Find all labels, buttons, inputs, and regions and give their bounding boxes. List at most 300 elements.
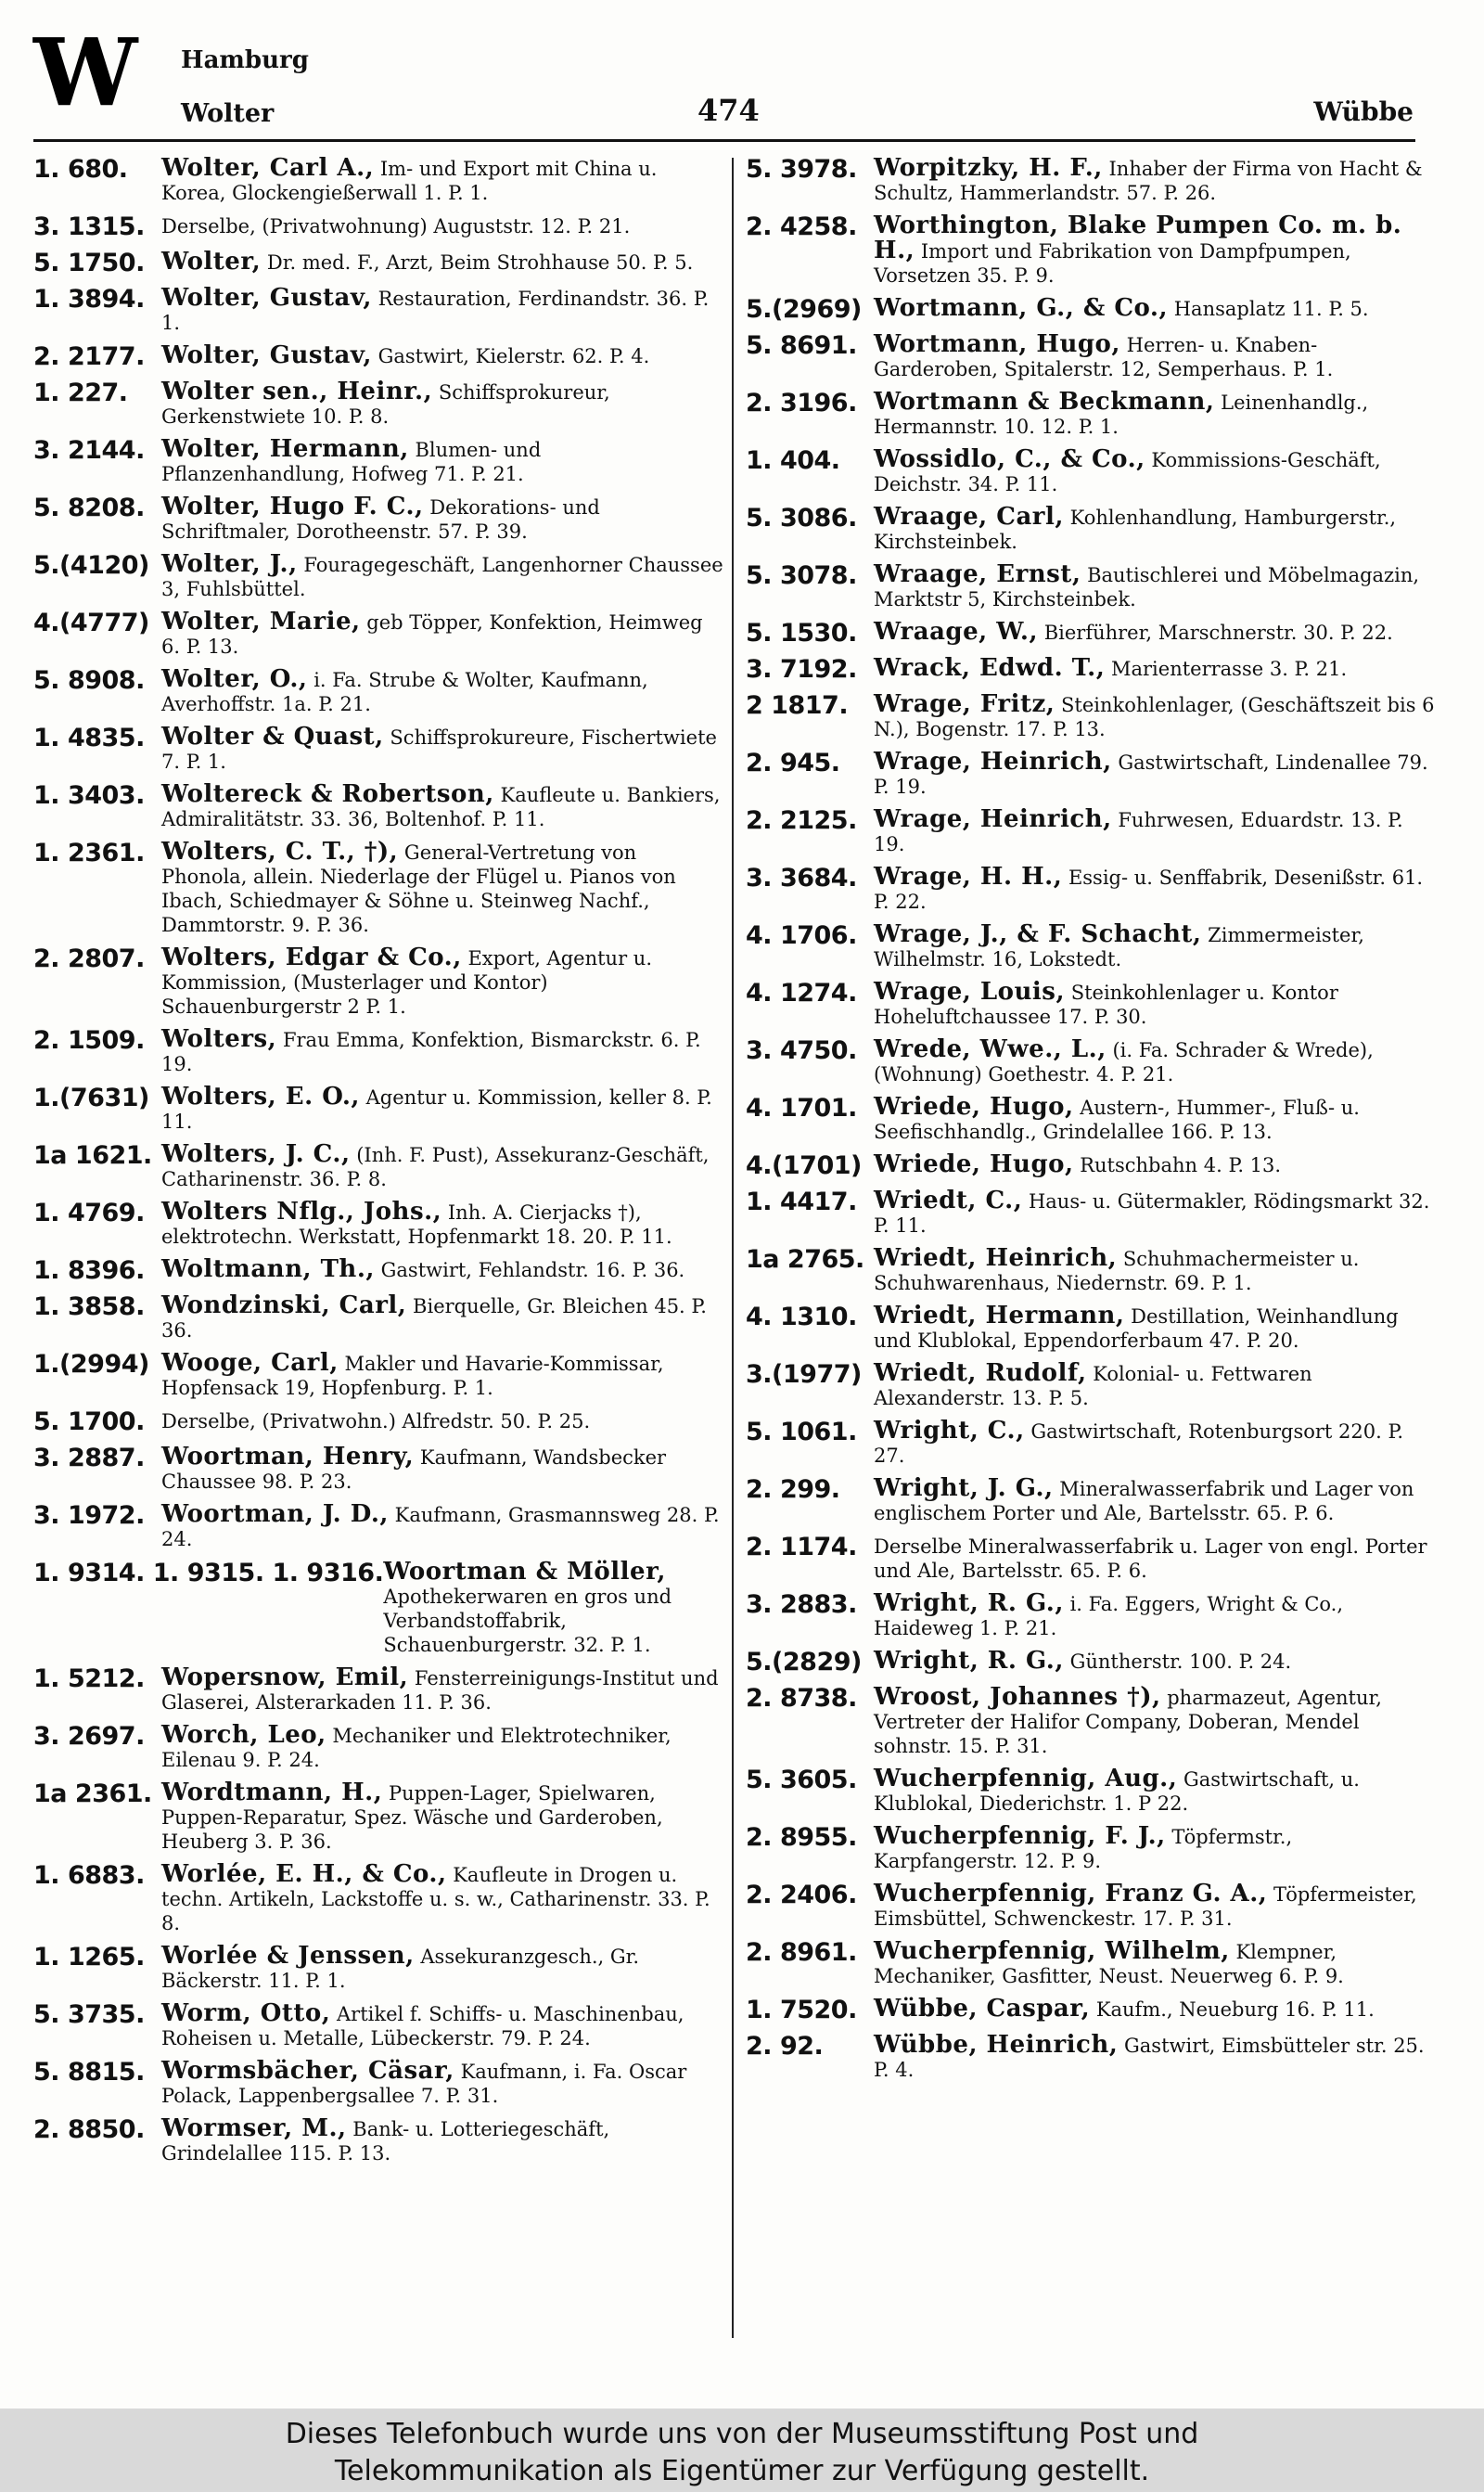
subscriber-name: Wrede, Wwe., L.,: [874, 1035, 1107, 1063]
subscriber-name: Wortmann, G., & Co.,: [874, 294, 1169, 322]
directory-entry: [746, 922, 1437, 971]
directory-entry: [746, 1939, 1437, 1988]
entry-text: [161, 437, 724, 486]
entry-text: [161, 379, 724, 429]
subscriber-details: Export, Agentur u. Kommission, (Musterlager und Kontor) Schauenburgerstr 2 P. 1.: [161, 947, 652, 1018]
phone-number: 2. 92.: [746, 2032, 824, 2061]
entry-text: [161, 1351, 724, 1400]
directory-entry: [746, 1882, 1437, 1931]
directory-entry: [33, 1027, 724, 1076]
subscriber-details: Klempner, Mechaniker, Gasfitter, Neust. Neuerweg 6. P. 9.: [874, 1941, 1344, 1987]
entry-text: [874, 1188, 1437, 1238]
phone-number: 5. 3978.: [746, 155, 857, 184]
directory-entry: [33, 213, 724, 241]
subscriber-name: Wooge, Carl,: [161, 1349, 339, 1377]
subscriber-details: Schuhmachermeister u. Schuhwarenhaus, Niedernstr. 69. P. 1.: [874, 1248, 1360, 1294]
subscriber-details: Dr. med. F., Arzt, Beim Strohhause 50. P. 5.: [266, 251, 694, 274]
phone-number: 2. 2177.: [33, 342, 145, 371]
entry-text: [874, 1152, 1437, 1177]
entry-text: [874, 332, 1437, 381]
phone-number: 1a 2765.: [746, 1245, 864, 1274]
directory-entry: [33, 1560, 724, 1657]
subscriber-name: Woortman, Henry,: [161, 1443, 415, 1471]
directory-entry: [746, 332, 1437, 381]
directory-entry: [746, 562, 1437, 611]
entry-text: [874, 1361, 1437, 1410]
subscriber-details: Kaufmann, Wandsbecker Chaussee 98. P. 23.: [161, 1446, 667, 1493]
entry-text: [383, 1560, 724, 1657]
subscriber-details: Gastwirt, Eimsbütteler str. 25. P. 4.: [874, 2035, 1425, 2081]
subscriber-name: Wübbe, Caspar,: [874, 1995, 1091, 2023]
entry-text: [161, 343, 724, 368]
directory-entry: [33, 1351, 724, 1400]
right-column: [746, 156, 1437, 2090]
subscriber-details: (i. Fa. Schrader & Wrede), (Wohnung) Goethestr. 4. P. 21.: [874, 1039, 1374, 1085]
directory-entry: [33, 2059, 724, 2108]
subscriber-name: Wraage, Ernst,: [874, 560, 1081, 588]
entry-text: [161, 1502, 724, 1551]
entry-text: [161, 156, 724, 205]
directory-entry: [746, 505, 1437, 554]
subscriber-name: Wraage, W.,: [874, 618, 1039, 646]
entry-text: [874, 1824, 1437, 1873]
entry-text: [874, 1246, 1437, 1295]
directory-entry: [33, 437, 724, 486]
subscriber-details: Bierquelle, Gr. Bleichen 45. P. 36.: [161, 1295, 707, 1342]
phone-number: 5. 8208.: [33, 494, 145, 522]
entry-text: [161, 1944, 724, 1993]
header-first-entry: Wolter: [181, 99, 275, 128]
directory-entry: [33, 667, 724, 716]
subscriber-details: Import und Fabrikation von Dampfpumpen, Vorsetzen 35. P. 9.: [874, 240, 1351, 287]
phone-number: 1. 4835.: [33, 724, 145, 752]
subscriber-details: Mineralwasserfabrik und Lager von englischem Porter und Ale, Bartelsstr. 65. P. 6.: [874, 1478, 1414, 1524]
subscriber-details: Inhaber der Firma von Hacht & Schultz, Hammerlandstr. 57. P. 26.: [874, 158, 1423, 204]
subscriber-name: Wright, C.,: [874, 1417, 1025, 1445]
subscriber-details: Rutschbahn 4. P. 13.: [1080, 1154, 1282, 1176]
directory-entry: [746, 213, 1437, 288]
phone-number: 5.(4120): [33, 551, 149, 580]
left-column: [33, 156, 724, 2174]
subscriber-name: Wordtmann, H.,: [161, 1779, 383, 1806]
entry-text: [874, 656, 1437, 681]
entry-text: [874, 2033, 1437, 2082]
directory-entry: [33, 1665, 724, 1715]
phone-number: 2. 299.: [746, 1475, 840, 1504]
subscriber-name: Wortmann, Hugo,: [874, 330, 1120, 358]
directory-entry: [33, 343, 724, 371]
phone-number: 1. 2361.: [33, 839, 145, 867]
subscriber-name: Wolter, Gustav,: [161, 341, 372, 369]
subscriber-details: Bierführer, Marschnerstr. 30. P. 22.: [1043, 622, 1393, 644]
subscriber-name: Wrage, J., & F. Schacht,: [874, 920, 1202, 948]
subscriber-details: Kommissions-Geschäft, Deichstr. 34. P. 11.: [874, 449, 1381, 495]
subscriber-name: Worpitzky, H. F.,: [874, 154, 1103, 182]
subscriber-name: Woortman, J. D.,: [161, 1500, 389, 1528]
directory-entry: [33, 945, 724, 1019]
subscriber-name: Woltereck & Robertson,: [161, 780, 494, 808]
subscriber-name: Wolter, J.,: [161, 550, 298, 578]
phone-number: 1. 3403.: [33, 781, 145, 810]
directory-entry: [746, 1152, 1437, 1180]
subscriber-details: Haus- u. Gütermakler, Rödingsmarkt 32. P. 11.: [874, 1190, 1430, 1237]
subscriber-name: Wolter, Marie,: [161, 608, 361, 636]
subscriber-details: Kaufmann, i. Fa. Oscar Polack, Lappenbergsallee 7. P. 31.: [161, 2061, 687, 2107]
directory-entry: [746, 1534, 1437, 1583]
subscriber-name: Wriedt, C.,: [874, 1187, 1023, 1214]
subscriber-details: Bautischlerei und Möbelmagazin, Marktstr 5, Kirchsteinbek.: [874, 564, 1420, 610]
subscriber-details: Dekorations- und Schriftmaler, Dorotheenstr. 57. P. 39.: [161, 496, 600, 543]
subscriber-details: Restauration, Ferdinandstr. 36. P. 1.: [161, 288, 710, 334]
subscriber-details: Derselbe, (Privatwohn.) Alfredstr. 50. P. 25.: [161, 1410, 591, 1432]
phone-number: 3. 1315.: [33, 212, 145, 241]
subscriber-name: Wolters, J. C.,: [161, 1140, 351, 1168]
subscriber-details: Gastwirtschaft, Rotenburgsort 220. P. 27.: [874, 1420, 1404, 1467]
directory-entry: [746, 1037, 1437, 1086]
directory-entry: [33, 250, 724, 277]
subscriber-details: Fuhrwesen, Eduardstr. 13. P. 19.: [874, 809, 1403, 855]
subscriber-name: Wucherpfennig, F. J.,: [874, 1822, 1166, 1850]
entry-text: [874, 692, 1437, 741]
phone-number: 2. 1174.: [746, 1533, 857, 1561]
subscriber-details: Agentur u. Kommission, keller 8. P. 11.: [161, 1086, 712, 1133]
subscriber-name: Wolters, C. T., †),: [161, 838, 399, 866]
subscriber-name: Wrage, H. H.,: [874, 863, 1063, 891]
directory-entry: [33, 840, 724, 937]
subscriber-name: Wucherpfennig, Aug.,: [874, 1765, 1178, 1792]
subscriber-details: Gastwirt, Kielerstr. 62. P. 4.: [377, 345, 650, 367]
directory-entry: [746, 447, 1437, 496]
directory-entry: [33, 1445, 724, 1494]
entry-text: [161, 213, 724, 238]
subscriber-details: Hansaplatz 11. P. 5.: [1173, 298, 1369, 320]
phone-number: 3. 2883.: [746, 1590, 857, 1619]
entry-text: [874, 980, 1437, 1029]
subscriber-details: Kohlenhandlung, Hamburgerstr., Kirchsteinbek.: [874, 507, 1397, 553]
subscriber-name: Woltmann, Th.,: [161, 1255, 375, 1283]
directory-entry: [746, 1766, 1437, 1816]
phone-number: 5. 1750.: [33, 249, 145, 277]
subscriber-details: Schiffsprokureure, Fischertwiete 7. P. 1.: [161, 726, 717, 773]
entry-text: [874, 390, 1437, 439]
phone-number: 3. 3684.: [746, 864, 857, 893]
subscriber-details: Bank- u. Lotteriegeschäft, Grindelallee 115. P. 13.: [161, 2118, 610, 2164]
subscriber-name: Wortmann & Beckmann,: [874, 388, 1215, 416]
directory-entry: [33, 1257, 724, 1285]
phone-number: 3. 7192.: [746, 655, 857, 684]
directory-entry: [746, 620, 1437, 648]
entry-text: [874, 156, 1437, 205]
phone-number: 1. 404.: [746, 446, 840, 475]
entry-text: [874, 1476, 1437, 1525]
subscriber-name: Wolter,: [161, 248, 262, 276]
subscriber-details: Kaufm., Neueburg 16. P. 11.: [1095, 1998, 1375, 2021]
entry-text: [161, 286, 724, 335]
directory-entry: [33, 1408, 724, 1436]
footer-notice: [0, 2409, 1484, 2492]
phone-number: 3. 4750.: [746, 1036, 857, 1065]
directory-entry: [33, 1502, 724, 1551]
phone-number: 5. 8691.: [746, 331, 857, 360]
subscriber-details: i. Fa. Eggers, Wright & Co., Haideweg 1. P. 21.: [874, 1593, 1344, 1639]
subscriber-name: Wrage, Fritz,: [874, 690, 1055, 718]
subscriber-name: Worlée, E. H., & Co.,: [161, 1860, 447, 1888]
entry-text: [161, 725, 724, 774]
phone-number: 1.(7631): [33, 1084, 149, 1112]
subscriber-details: Destillation, Weinhandlung und Klublokal, Eppendorferbaum 47. P. 20.: [874, 1305, 1399, 1352]
subscriber-name: Wrage, Heinrich,: [874, 748, 1112, 776]
phone-number: 5. 3605.: [746, 1766, 857, 1794]
subscriber-details: Apothekerwaren en gros und Verbandstoffabrik, Schauenburgerstr. 32. P. 1.: [383, 1586, 672, 1656]
phone-number: 5. 1061.: [746, 1418, 857, 1446]
entry-text: [161, 610, 724, 659]
phone-number: 4.(1701): [746, 1151, 862, 1180]
phone-number: 3. 2697.: [33, 1722, 145, 1751]
entry-text: [161, 1293, 724, 1342]
subscriber-name: Worlée & Jenssen,: [161, 1942, 415, 1970]
column-divider: [732, 158, 734, 2338]
subscriber-name: Wübbe, Heinrich,: [874, 2031, 1119, 2059]
entry-text: [874, 447, 1437, 496]
subscriber-name: Wriede, Hugo,: [874, 1093, 1074, 1121]
phone-number: 4. 1701.: [746, 1094, 857, 1123]
directory-entry: [33, 1862, 724, 1935]
subscriber-details: Marienterrasse 3. P. 21.: [1110, 658, 1348, 680]
phone-number: 4. 1274.: [746, 979, 857, 1008]
subscriber-details: (Inh. F. Pust), Assekuranz-Geschäft, Catharinenstr. 36. P. 8.: [161, 1144, 710, 1190]
subscriber-details: Derselbe, (Privatwohnung) Auguststr. 12. P. 21.: [161, 215, 631, 238]
phone-number: 1. 680.: [33, 155, 128, 184]
subscriber-name: Wroost, Johannes †),: [874, 1683, 1161, 1711]
phone-number: 3. 1972.: [33, 1501, 145, 1530]
subscriber-name: Worch, Leo,: [161, 1721, 326, 1749]
subscriber-name: Wolter, Hugo F. C.,: [161, 493, 424, 520]
directory-entry: [746, 1095, 1437, 1144]
subscriber-details: i. Fa. Strube & Wolter, Kaufmann, Averhoffstr. 1a. P. 21.: [161, 669, 648, 715]
subscriber-details: Töpfermstr., Karpfangerstr. 12. P. 9.: [874, 1826, 1293, 1872]
phone-number: 2. 8738.: [746, 1684, 857, 1713]
entry-text: [161, 1445, 724, 1494]
entry-text: [161, 1200, 724, 1249]
subscriber-name: Wraage, Carl,: [874, 503, 1064, 531]
directory-entry: [746, 1304, 1437, 1353]
page-number: 474: [697, 93, 760, 128]
directory-entry: [33, 782, 724, 831]
subscriber-details: Zimmermeister, Wilhelmstr. 16, Lokstedt.: [874, 924, 1364, 970]
subscriber-name: Wormsbächer, Cäsar,: [161, 2057, 454, 2085]
entry-text: [874, 1685, 1437, 1758]
directory-entry: [33, 610, 724, 659]
subscriber-details: Fensterreinigungs-Institut und Glaserei, Alsterarkaden 11. P. 36.: [161, 1667, 719, 1714]
subscriber-details: Gastwirtschaft, Lindenallee 79. P. 19.: [874, 751, 1428, 798]
subscriber-name: Wolter, Carl A.,: [161, 154, 375, 182]
header-city: Hamburg: [181, 46, 309, 74]
phone-number: 1a 2361.: [33, 1779, 152, 1808]
directory-entry: [746, 1361, 1437, 1410]
subscriber-details: Frau Emma, Konfektion, Bismarckstr. 6. P. 19.: [161, 1029, 701, 1075]
entry-text: [161, 1027, 724, 1076]
directory-entry: [746, 156, 1437, 205]
header-last-entry: Wübbe: [1313, 96, 1414, 127]
footer-line-1: Dieses Telefonbuch wurde uns von der Museumsstiftung Post und: [285, 2418, 1199, 2450]
phone-number: 3. 2887.: [33, 1444, 145, 1472]
entry-text: [161, 782, 724, 831]
entry-text: [874, 1419, 1437, 1468]
subscriber-details: Steinkohlenlager, (Geschäftszeit bis 6 N.), Bogenstr. 17. P. 13.: [874, 694, 1435, 740]
phone-number: 5. 3086.: [746, 504, 857, 533]
directory-entry: [746, 865, 1437, 914]
subscriber-details: Gastwirt, Fehlandstr. 16. P. 36.: [380, 1259, 685, 1281]
directory-entry: [746, 296, 1437, 324]
subscriber-name: Wormser, M.,: [161, 2114, 347, 2142]
entry-text: [874, 1095, 1437, 1144]
phone-number: 3.(1977): [746, 1360, 862, 1389]
subscriber-details: Steinkohlenlager u. Kontor Hoheluftchaussee 17. P. 30.: [874, 982, 1338, 1028]
entry-text: [161, 1085, 724, 1134]
phone-number: 1. 5212.: [33, 1664, 145, 1693]
phone-number: 2. 8955.: [746, 1823, 857, 1852]
subscriber-details: Güntherstr. 100. P. 24.: [1069, 1651, 1292, 1673]
entry-text: [874, 750, 1437, 799]
phone-number: 2. 8961.: [746, 1938, 857, 1967]
subscriber-details: Mechaniker und Elektrotechniker, Eilenau 9. P. 24.: [161, 1725, 672, 1771]
subscriber-details: Kolonial- u. Fettwaren Alexanderstr. 13. P. 5.: [874, 1363, 1312, 1409]
subscriber-name: Wriede, Hugo,: [874, 1150, 1074, 1178]
directory-entry: [746, 1188, 1437, 1238]
footer-line-2: Telekommunikation als Eigentümer zur Verfügung gestellt.: [334, 2455, 1150, 2487]
subscriber-name: Wrack, Edwd. T.,: [874, 654, 1106, 682]
phone-number: 2. 2406.: [746, 1881, 857, 1909]
subscriber-details: Austern-, Hummer-, Fluß- u. Seefischhandlg., Grindelallee 166. P. 13.: [874, 1097, 1360, 1143]
entry-text: [874, 922, 1437, 971]
directory-entry: [33, 1200, 724, 1249]
subscriber-name: Wucherpfennig, Wilhelm,: [874, 1937, 1230, 1965]
directory-entry: [746, 980, 1437, 1029]
phone-number: 1. 3894.: [33, 285, 145, 314]
phone-number: 1. 3858.: [33, 1292, 145, 1321]
entry-text: [161, 667, 724, 716]
phone-number: 1. 9314. 1. 9315. 1. 9316.: [33, 1559, 384, 1587]
directory-entry: [746, 692, 1437, 741]
subscriber-name: Wrage, Louis,: [874, 978, 1065, 1006]
phone-number: 1. 1265.: [33, 1943, 145, 1972]
entry-text: [161, 250, 724, 275]
directory-entry: [33, 1142, 724, 1191]
subscriber-name: Wriedt, Heinrich,: [874, 1244, 1118, 1272]
phone-number: 2. 1509.: [33, 1026, 145, 1055]
directory-entry: [746, 1824, 1437, 1873]
entry-text: [874, 505, 1437, 554]
phone-number: 1. 4417.: [746, 1188, 857, 1216]
entry-text: [161, 2059, 724, 2108]
subscriber-name: Wolter, O.,: [161, 665, 308, 693]
phone-number: 2. 8850.: [33, 2115, 145, 2144]
directory-entry: [33, 1944, 724, 1993]
subscriber-name: Wolters, Edgar & Co.,: [161, 944, 462, 971]
subscriber-name: Wolter, Gustav,: [161, 284, 372, 312]
entry-text: [161, 1723, 724, 1772]
subscriber-details: pharmazeut, Agentur, Vertreter der Halifor Company, Doberan, Mendel sohnstr. 15. P. 31.: [874, 1687, 1382, 1757]
entry-text: [161, 1257, 724, 1282]
phone-number: 1. 227.: [33, 379, 128, 407]
subscriber-name: Wossidlo, C., & Co.,: [874, 445, 1145, 473]
entry-text: [874, 1534, 1437, 1583]
subscriber-name: Wriedt, Rudolf,: [874, 1359, 1087, 1387]
subscriber-name: Wolters, E. O.,: [161, 1083, 360, 1111]
phone-number: 1a 1621.: [33, 1141, 152, 1170]
subscriber-details: Inh. A. Cierjacks †), elektrotechn. Werkstatt, Hopfenmarkt 18. 20. P. 11.: [161, 1201, 672, 1248]
subscriber-details: Assekuranzgesch., Gr. Bäckerstr. 11. P. 1.: [161, 1946, 640, 1992]
subscriber-details: Herren- u. Knaben-Garderoben, Spitalerstr. 12, Semperhaus. P. 1.: [874, 334, 1334, 380]
subscriber-name: Wolter & Quast,: [161, 723, 384, 751]
entry-text: [874, 1304, 1437, 1353]
phone-number: 3. 2144.: [33, 436, 145, 465]
subscriber-details: Kaufleute in Drogen u. techn. Artikeln, Lackstoffe u. s. w., Catharinenstr. 33. P. 8.: [161, 1864, 710, 1934]
entry-text: [874, 1649, 1437, 1674]
directory-entry: [746, 1591, 1437, 1640]
subscriber-details: Blumen- und Pflanzenhandlung, Hofweg 71. P. 21.: [161, 439, 542, 485]
entry-text: [161, 1408, 724, 1433]
entry-text: [161, 1142, 724, 1191]
subscriber-details: Töpfermeister, Eimsbüttel, Schwenckestr. 17. P. 31.: [874, 1883, 1417, 1930]
directory-entry: [746, 1419, 1437, 1468]
subscriber-name: Wrage, Heinrich,: [874, 805, 1112, 833]
entry-text: [161, 2001, 724, 2050]
directory-entry: [33, 1085, 724, 1134]
entry-text: [874, 296, 1437, 321]
phone-number: 4.(4777): [33, 609, 149, 637]
subscriber-name: Wucherpfennig, Franz G. A.,: [874, 1880, 1268, 1908]
directory-entry: [33, 495, 724, 544]
phone-number: 5. 8908.: [33, 666, 145, 695]
entry-text: [161, 945, 724, 1019]
entry-text: [874, 620, 1437, 645]
subscriber-details: Gastwirtschaft, u. Klublokal, Diederichstr. 1. P 22.: [874, 1768, 1360, 1815]
entry-text: [161, 495, 724, 544]
phone-number: 1. 7520.: [746, 1996, 857, 2024]
entry-text: [874, 1037, 1437, 1086]
subscriber-details: Makler und Havarie-Kommissar, Hopfensack 19, Hopfenburg. P. 1.: [161, 1353, 664, 1399]
subscriber-name: Wolters,: [161, 1025, 277, 1053]
entry-text: [874, 865, 1437, 914]
entry-text: [874, 1882, 1437, 1931]
directory-entry: [746, 807, 1437, 856]
phone-number: 1.(2994): [33, 1350, 149, 1379]
entry-text: [874, 562, 1437, 611]
entry-text: [161, 840, 724, 937]
subscriber-details: Fouragegeschäft, Langenhorner Chaussee 3, Fuhlsbüttel.: [161, 554, 723, 600]
phone-number: 1. 8396.: [33, 1256, 145, 1285]
entry-text: [874, 807, 1437, 856]
directory-entry: [746, 1997, 1437, 2024]
directory-entry: [33, 1780, 724, 1854]
phone-number: 2. 2125.: [746, 806, 857, 835]
subscriber-name: Wolters Nflg., Johs.,: [161, 1198, 442, 1226]
phone-number: 5.(2969): [746, 295, 862, 324]
phone-number: 2. 4258.: [746, 212, 857, 241]
entry-text: [874, 1591, 1437, 1640]
directory-entry: [746, 1685, 1437, 1758]
subscriber-name: Wolter, Hermann,: [161, 435, 409, 463]
phone-number: 4. 1310.: [746, 1303, 857, 1331]
entry-text: [161, 552, 724, 601]
entry-text: [874, 1997, 1437, 2022]
phone-number: 4. 1706.: [746, 921, 857, 950]
subscriber-details: Im- und Export mit China u. Korea, Glockengießerwall 1. P. 1.: [161, 158, 658, 204]
directory-entry: [33, 2116, 724, 2165]
phone-number: 2 1817.: [746, 691, 849, 720]
phone-number: 5. 3078.: [746, 561, 857, 590]
